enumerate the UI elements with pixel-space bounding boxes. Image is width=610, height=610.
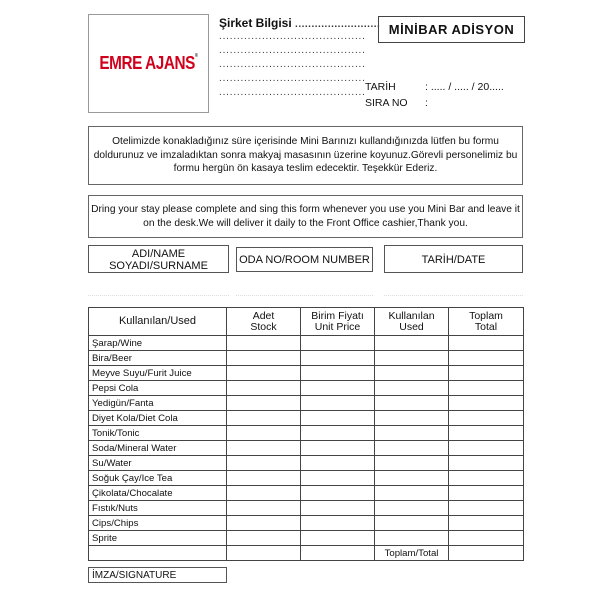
total-cell[interactable]	[449, 426, 524, 441]
company-info-label: Şirket Bilgisi	[219, 16, 292, 30]
total-cell[interactable]	[449, 501, 524, 516]
unit-price-cell[interactable]	[301, 411, 375, 426]
company-info-dots: ..........................	[295, 19, 381, 30]
surname-label: SOYADI/SURNAME	[109, 260, 208, 272]
used-count-cell[interactable]	[375, 411, 449, 426]
header-used: Kullanılan/Used	[89, 308, 227, 336]
seq-value[interactable]: :	[425, 97, 428, 109]
minibar-items-table	[88, 307, 524, 561]
registered-mark: ®	[194, 53, 198, 59]
item-name: Diyet Kola/Diet Cola	[89, 411, 227, 426]
used-count-cell[interactable]	[375, 381, 449, 396]
item-name: Soğuk Çay/Ice Tea	[89, 471, 227, 486]
room-number-field[interactable]: ODA NO/ROOM NUMBER	[236, 247, 373, 272]
stock-cell[interactable]	[227, 486, 301, 501]
stock-cell[interactable]	[227, 411, 301, 426]
item-name: Su/Water	[89, 456, 227, 471]
header-stock: Adet Stock	[227, 308, 301, 336]
total-cell[interactable]	[449, 336, 524, 351]
instructions-english: Dring your stay please complete and sing this form whenever you use you Mini Bar and leave it on the desk.We will deliver it daily to the Front Office cashier,Thank you.	[88, 195, 523, 238]
table-row	[89, 426, 524, 441]
signature-field[interactable]: İMZA/SIGNATURE	[88, 567, 227, 583]
stock-cell[interactable]	[227, 426, 301, 441]
total-cell[interactable]	[449, 411, 524, 426]
used-count-cell[interactable]	[375, 396, 449, 411]
stock-cell[interactable]	[227, 441, 301, 456]
company-line-2[interactable]: .........................................	[219, 45, 366, 56]
table-row	[89, 501, 524, 516]
total-cell[interactable]	[449, 456, 524, 471]
used-count-cell[interactable]	[375, 336, 449, 351]
unit-price-cell[interactable]	[301, 531, 375, 546]
date-field[interactable]: TARİH/DATE	[384, 245, 523, 273]
total-cell[interactable]	[449, 351, 524, 366]
instructions-turkish: Otelimizde konakladığınız süre içerisinde Mini Barınızı kullandığınızda lütfen bu formu doldurunuz ve imzaladıktan sonra makyaj masasının üzerine koyunuz.Görevli personelimiz bu formu hergün ön kasaya teslim edecektir. Teşekkür Ederiz.	[88, 126, 523, 185]
stock-cell[interactable]	[227, 531, 301, 546]
company-info	[219, 16, 380, 30]
header-unit-price: Birim Fiyatı Unit Price	[301, 308, 375, 336]
room-divider	[236, 295, 373, 296]
table-row	[89, 366, 524, 381]
header-total: Toplam Total	[449, 308, 524, 336]
used-count-cell[interactable]	[375, 516, 449, 531]
unit-price-cell[interactable]	[301, 396, 375, 411]
total-cell[interactable]	[449, 366, 524, 381]
used-count-cell[interactable]	[375, 351, 449, 366]
total-cell[interactable]	[449, 516, 524, 531]
used-count-cell[interactable]	[375, 366, 449, 381]
unit-price-cell[interactable]	[301, 336, 375, 351]
company-line-4[interactable]: .........................................	[219, 73, 366, 84]
table-row	[89, 351, 524, 366]
table-row	[89, 396, 524, 411]
stock-cell[interactable]	[227, 396, 301, 411]
stock-cell[interactable]	[227, 501, 301, 516]
item-name: Tonik/Tonic	[89, 426, 227, 441]
header-used-count: Kullanılan Used	[375, 308, 449, 336]
total-cell[interactable]	[449, 486, 524, 501]
unit-price-cell[interactable]	[301, 381, 375, 396]
item-name: Sprite	[89, 531, 227, 546]
used-count-cell[interactable]	[375, 426, 449, 441]
logo-box	[88, 14, 209, 113]
seq-label: SIRA NO	[365, 97, 408, 109]
name-label: ADI/NAME	[131, 248, 186, 260]
unit-price-cell[interactable]	[301, 351, 375, 366]
date-divider	[384, 295, 523, 296]
item-name: Fıstık/Nuts	[89, 501, 227, 516]
table-row	[89, 486, 524, 501]
stock-cell[interactable]	[227, 471, 301, 486]
unit-price-cell[interactable]	[301, 501, 375, 516]
stock-cell[interactable]	[227, 336, 301, 351]
table-row	[89, 531, 524, 546]
unit-price-cell[interactable]	[301, 486, 375, 501]
item-name	[89, 546, 227, 561]
table-header-row	[89, 308, 524, 336]
table-row	[89, 471, 524, 486]
date-label: TARİH	[365, 81, 396, 93]
item-name: Soda/Mineral Water	[89, 441, 227, 456]
used-count-cell[interactable]	[375, 456, 449, 471]
item-name: Cips/Chips	[89, 516, 227, 531]
unit-price-cell[interactable]	[301, 366, 375, 381]
stock-cell[interactable]	[227, 516, 301, 531]
table-row	[89, 516, 524, 531]
used-count-cell[interactable]	[375, 441, 449, 456]
item-name: Meyve Suyu/Furit Juice	[89, 366, 227, 381]
unit-price-cell[interactable]	[301, 441, 375, 456]
table-row	[89, 546, 524, 561]
stock-cell[interactable]	[227, 546, 301, 561]
stock-cell[interactable]	[227, 351, 301, 366]
unit-price-cell[interactable]	[301, 546, 375, 561]
used-count-cell[interactable]	[375, 501, 449, 516]
company-line-3[interactable]: .........................................	[219, 59, 366, 70]
item-name: Pepsi Cola	[89, 381, 227, 396]
company-line-5[interactable]: .........................................	[219, 87, 366, 98]
company-logo	[98, 53, 199, 74]
form-title: MİNİBAR ADİSYON	[378, 16, 525, 43]
total-cell[interactable]	[449, 471, 524, 486]
used-count-cell[interactable]	[375, 531, 449, 546]
unit-price-cell[interactable]	[301, 426, 375, 441]
stock-cell[interactable]	[227, 381, 301, 396]
item-name: Bira/Beer	[89, 351, 227, 366]
total-cell[interactable]	[449, 396, 524, 411]
date-value[interactable]: : ..... / ..... / 20.....	[425, 81, 504, 93]
item-name: Çikolata/Chocalate	[89, 486, 227, 501]
unit-price-cell[interactable]	[301, 456, 375, 471]
unit-price-cell[interactable]	[301, 471, 375, 486]
table-row	[89, 441, 524, 456]
total-cell[interactable]	[449, 381, 524, 396]
unit-price-cell[interactable]	[301, 516, 375, 531]
total-cell[interactable]	[449, 546, 524, 561]
table-row	[89, 456, 524, 471]
total-cell[interactable]	[449, 531, 524, 546]
stock-cell[interactable]	[227, 456, 301, 471]
used-count-cell[interactable]	[375, 471, 449, 486]
table-row	[89, 381, 524, 396]
guest-name-field[interactable]	[88, 245, 229, 273]
item-name: Şarap/Wine	[89, 336, 227, 351]
used-count-cell[interactable]	[375, 486, 449, 501]
company-line-1[interactable]: .........................................	[219, 31, 366, 42]
table-row	[89, 336, 524, 351]
total-cell[interactable]	[449, 441, 524, 456]
table-row	[89, 411, 524, 426]
item-name: Yedigün/Fanta	[89, 396, 227, 411]
name-divider	[88, 295, 229, 296]
grand-total-label: Toplam/Total	[375, 546, 449, 561]
logo-text: EMRE AJANS	[99, 53, 195, 73]
stock-cell[interactable]	[227, 366, 301, 381]
